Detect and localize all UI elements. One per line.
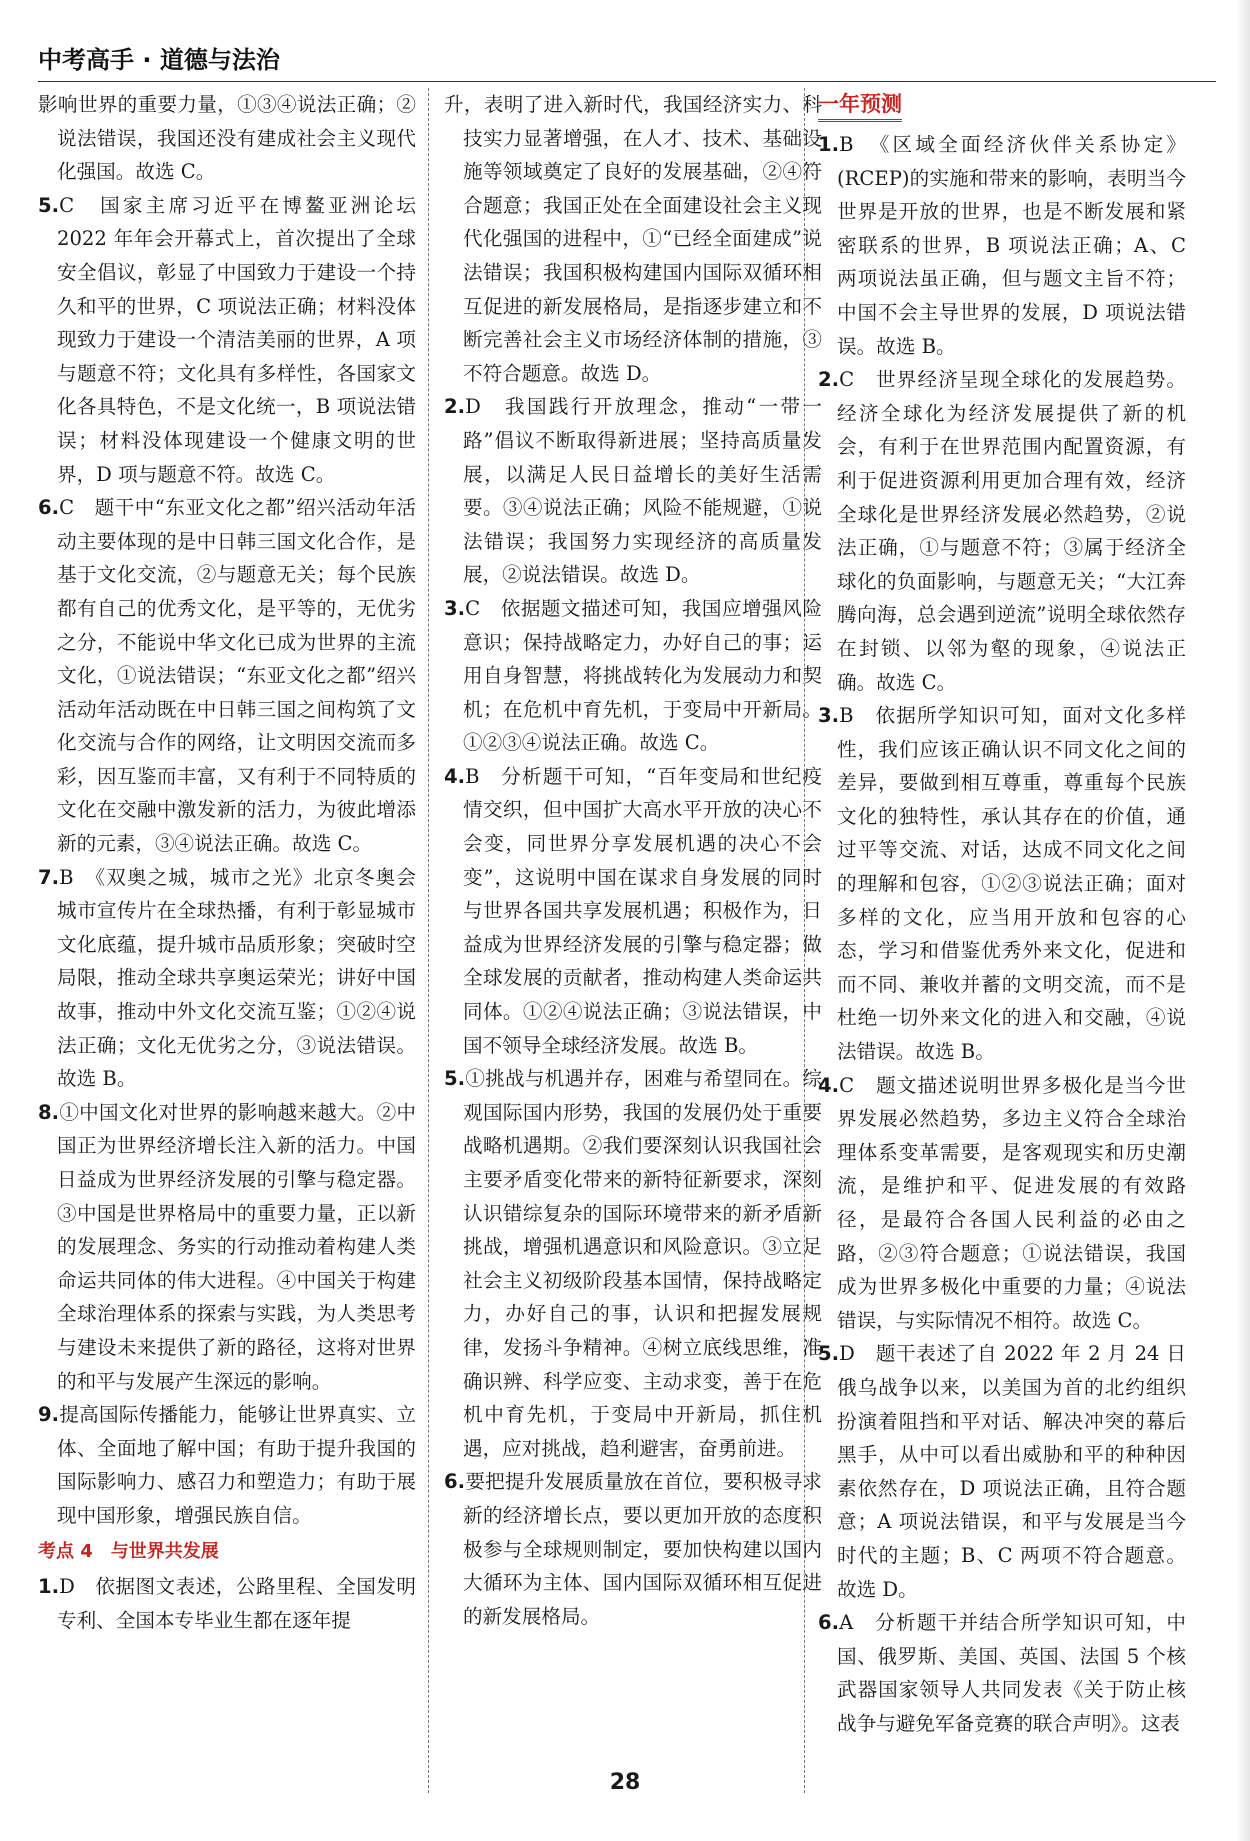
section-heading-year-forecast: 一年预测 (818, 89, 902, 122)
column-3 (818, 88, 1186, 1741)
scan-edge-shadow (1236, 0, 1250, 1841)
answer-item: 5.C 国家主席习近平在博鳌亚洲论坛 2022 年年会开幕式上，首次提出了全球安全倡议，彰显了中国致力于建设一个持久和平的世界，C 项说法正确；材料没体现致力于建设一个清洁美丽的世界，A 项与题意不符；文化具有多样性，各国家文化各具特色，不是文化统一，B 项说法错误；材料没体现建设一个健康文明的世界，D 项与题意不符。故选 C。 (38, 193, 416, 486)
answer-item: 升，表明了进入新时代，我国经济实力、科技实力显著增强，在人才、技术、基础设施等领域奠定了良好的发展基础，②④符合题意；我国正处在全面建设社会主义现代化强国的进程中，①“已经全面建成”说法错误；我国积极构建国内国际双循环相互促进的新发展格局，是指逐步建立和不断完善社会主义市场经济体制的措施，③不符合题意。故选 D。 (444, 93, 822, 385)
answer-item: 6.C 题干中“东亚文化之都”绍兴活动年活动主要体现的是中日韩三国文化合作，是基于文化交流，②与题意无关；每个民族都有自己的优秀文化，是平等的，无优劣之分，不能说中华文化已成为世界的主流文化，①说法错误；“东亚文化之都”绍兴活动年活动既在中日韩三国之间构筑了文化交流与合作的网络，让文明因交流而多彩，因互鉴而丰富，又有利于不同特质的文化在交融中激发新的活力，为彼此增添新的元素，③④说法正确。故选 C。 (38, 496, 416, 856)
answer-item: 3.B 依据所学知识可知，面对文化多样性，我们应该正确认识不同文化之间的差异，要做到相互尊重，尊重每个民族文化的独特性，承认其存在的价值，通过平等交流、对话，达成不同文化之间的理解和包容，①②③说法正确；面对多样的文化，应当用开放和包容的心态，学习和借鉴优秀外来文化，促进和而不同、兼收并蓄的文明交流，而不是杜绝一切外来文化的进入和交融，④说法错误。故选 B。 (818, 704, 1186, 1064)
answer-item: 影响世界的重要力量，①③④说法正确；②说法错误，我国还没有建成社会主义现代化强国。故选 C。 (38, 93, 416, 184)
page-number: 28 (609, 1770, 641, 1795)
answer-item: 9.提高国际传播能力，能够让世界真实、立体、全面地了解中国；有助于提升我国的国际影响力、感召力和塑造力；有助于展现中国形象，增强民族自信。 (38, 1403, 416, 1527)
answer-item: 4.C 题文描述说明世界多极化是当今世界发展必然趋势，多边主义符合全球治理体系变革需要，是客观现实和历史潮流，是维护和平、促进发展的有效路径，是最符合各国人民利益的必由之路，②③符合题意；①说法错误，我国成为世界多极化中重要的力量；④说法错误，与实际情况不相符。故选 C。 (818, 1073, 1186, 1332)
answer-item: 2.C 世界经济呈现全球化的发展趋势。经济全球化为经济发展提供了新的机会，有利于在世界范围内配置资源，有利于促进资源利用更加合理有效，经济全球化是世界经济发展必然趋势，②说法正确，①与题意不符；③属于经济全球化的负面影响，与题意无关；“大江奔腾向海，总会遇到逆流”说明全球依然存在封锁、以邻为壑的现象，④说法正确。故选 C。 (818, 368, 1186, 694)
column-separator-1 (428, 88, 429, 1793)
answer-item: 5.D 题干表述了自 2022 年 2 月 24 日俄乌战争以来，以美国为首的北约组织扮演着阻挡和平对话、解决冲突的幕后黑手，从中可以看出威胁和平的种种因素依然存在，D 项说法正确，且符合题意；A 项说法错误，和平与发展是当今时代的主题；B、C 两项不符合题意。故选 D。 (818, 1342, 1186, 1601)
answer-item: 5.①挑战与机遇并存，困难与希望同在。综观国际国内形势，我国的发展仍处于重要战略机遇期。②我们要深刻认识我国社会主要矛盾变化带来的新特征新要求，深刻认识错综复杂的国际环境带来的新矛盾新挑战，增强机遇意识和风险意识。③立足社会主义初级阶段基本国情，保持战略定力，办好自己的事，认识和把握发展规律，发扬斗争精神。④树立底线思维，准确识辨、科学应变、主动求变，善于在危机中育先机，于变局中开新局，抓住机遇，应对挑战，趋利避害，奋勇前进。 (444, 1067, 822, 1460)
answer-item: 6.要把提升发展质量放在首位，要积极寻求新的经济增长点，要以更加开放的态度积极参与全球规则制定，要加快构建以国内大循环为主体、国内国际双循环相互促进的新发展格局。 (444, 1470, 822, 1628)
answer-item: 1.D 依据图文表述，公路里程、全国发明专利、全国本专毕业生都在逐年提 (38, 1575, 416, 1632)
header-rule (38, 81, 1216, 82)
answer-item: 2.D 我国践行开放理念，推动“一带一路”倡议不断取得新进展；坚持高质量发展，以满足人民日益增长的美好生活需要。③④说法正确；风险不能规避，①说法错误；我国努力实现经济的高质量发展，②说法错误。故选 D。 (444, 395, 822, 587)
section-heading: 考点 4 与世界共发展 (38, 1540, 219, 1562)
column-1 (38, 88, 416, 1637)
answer-item: 6.A 分析题干并结合所学知识可知，中国、俄罗斯、美国、英国、法国 5 个核武器国家领导人共同发表《关于防止核战争与避免军备竞赛的联合声明》。这表 (818, 1611, 1186, 1735)
answer-item: 4.B 分析题干可知，“百年变局和世纪疫情交织，但中国扩大高水平开放的决心不会变，同世界分享发展机遇的决心不会变”，这说明中国在谋求自身发展的同时与世界各国共享发展机遇；积极作为，日益成为世界经济发展的引擎与稳定器；做全球发展的贡献者，推动构建人类命运共同体。①②④说法正确；③说法错误，中国不领导全球经济发展。故选 B。 (444, 764, 822, 1057)
answer-item: 3.C 依据题文描述可知，我国应增强风险意识；保持战略定力，办好自己的事；运用自身智慧，将挑战转化为发展动力和契机；在危机中育先机，于变局中开新局。①②③④说法正确。故选 C。 (444, 596, 822, 755)
column-2 (444, 88, 822, 1633)
answer-item: 1.B 《区域全面经济伙伴关系协定》(RCEP)的实施和带来的影响，表明当今世界是开放的世界，也是不断发展和紧密联系的世界，B 项说法正确；A、C 两项说法虽正确，但与题文主旨不符；中国不会主导世界的发展，D 项说法错误。故选 B。 (818, 133, 1186, 358)
answer-item: 7.B 《双奥之城，城市之光》北京冬奥会城市宣传片在全球热播，有利于彰显城市文化底蕴，提升城市品质形象；突破时空局限，推动全球共享奥运荣光；讲好中国故事，推动中外文化交流互鉴；①②④说法正确；文化无优劣之分，③说法错误。故选 B。 (38, 865, 416, 1091)
answer-item: 8.①中国文化对世界的影响越来越大。②中国正为世界经济增长注入新的活力。中国日益成为世界经济发展的引擎与稳定器。③中国是世界格局中的重要力量，正以新的发展理念、务实的行动推动着构建人类命运共同体的伟大进程。④中国关于构建全球治理体系的探索与实践，为人类思考与建设未来提供了新的路径，这将对世界的和平与发展产生深远的影响。 (38, 1100, 416, 1393)
running-header: 中考高手 · 道德与法治 (38, 46, 280, 74)
